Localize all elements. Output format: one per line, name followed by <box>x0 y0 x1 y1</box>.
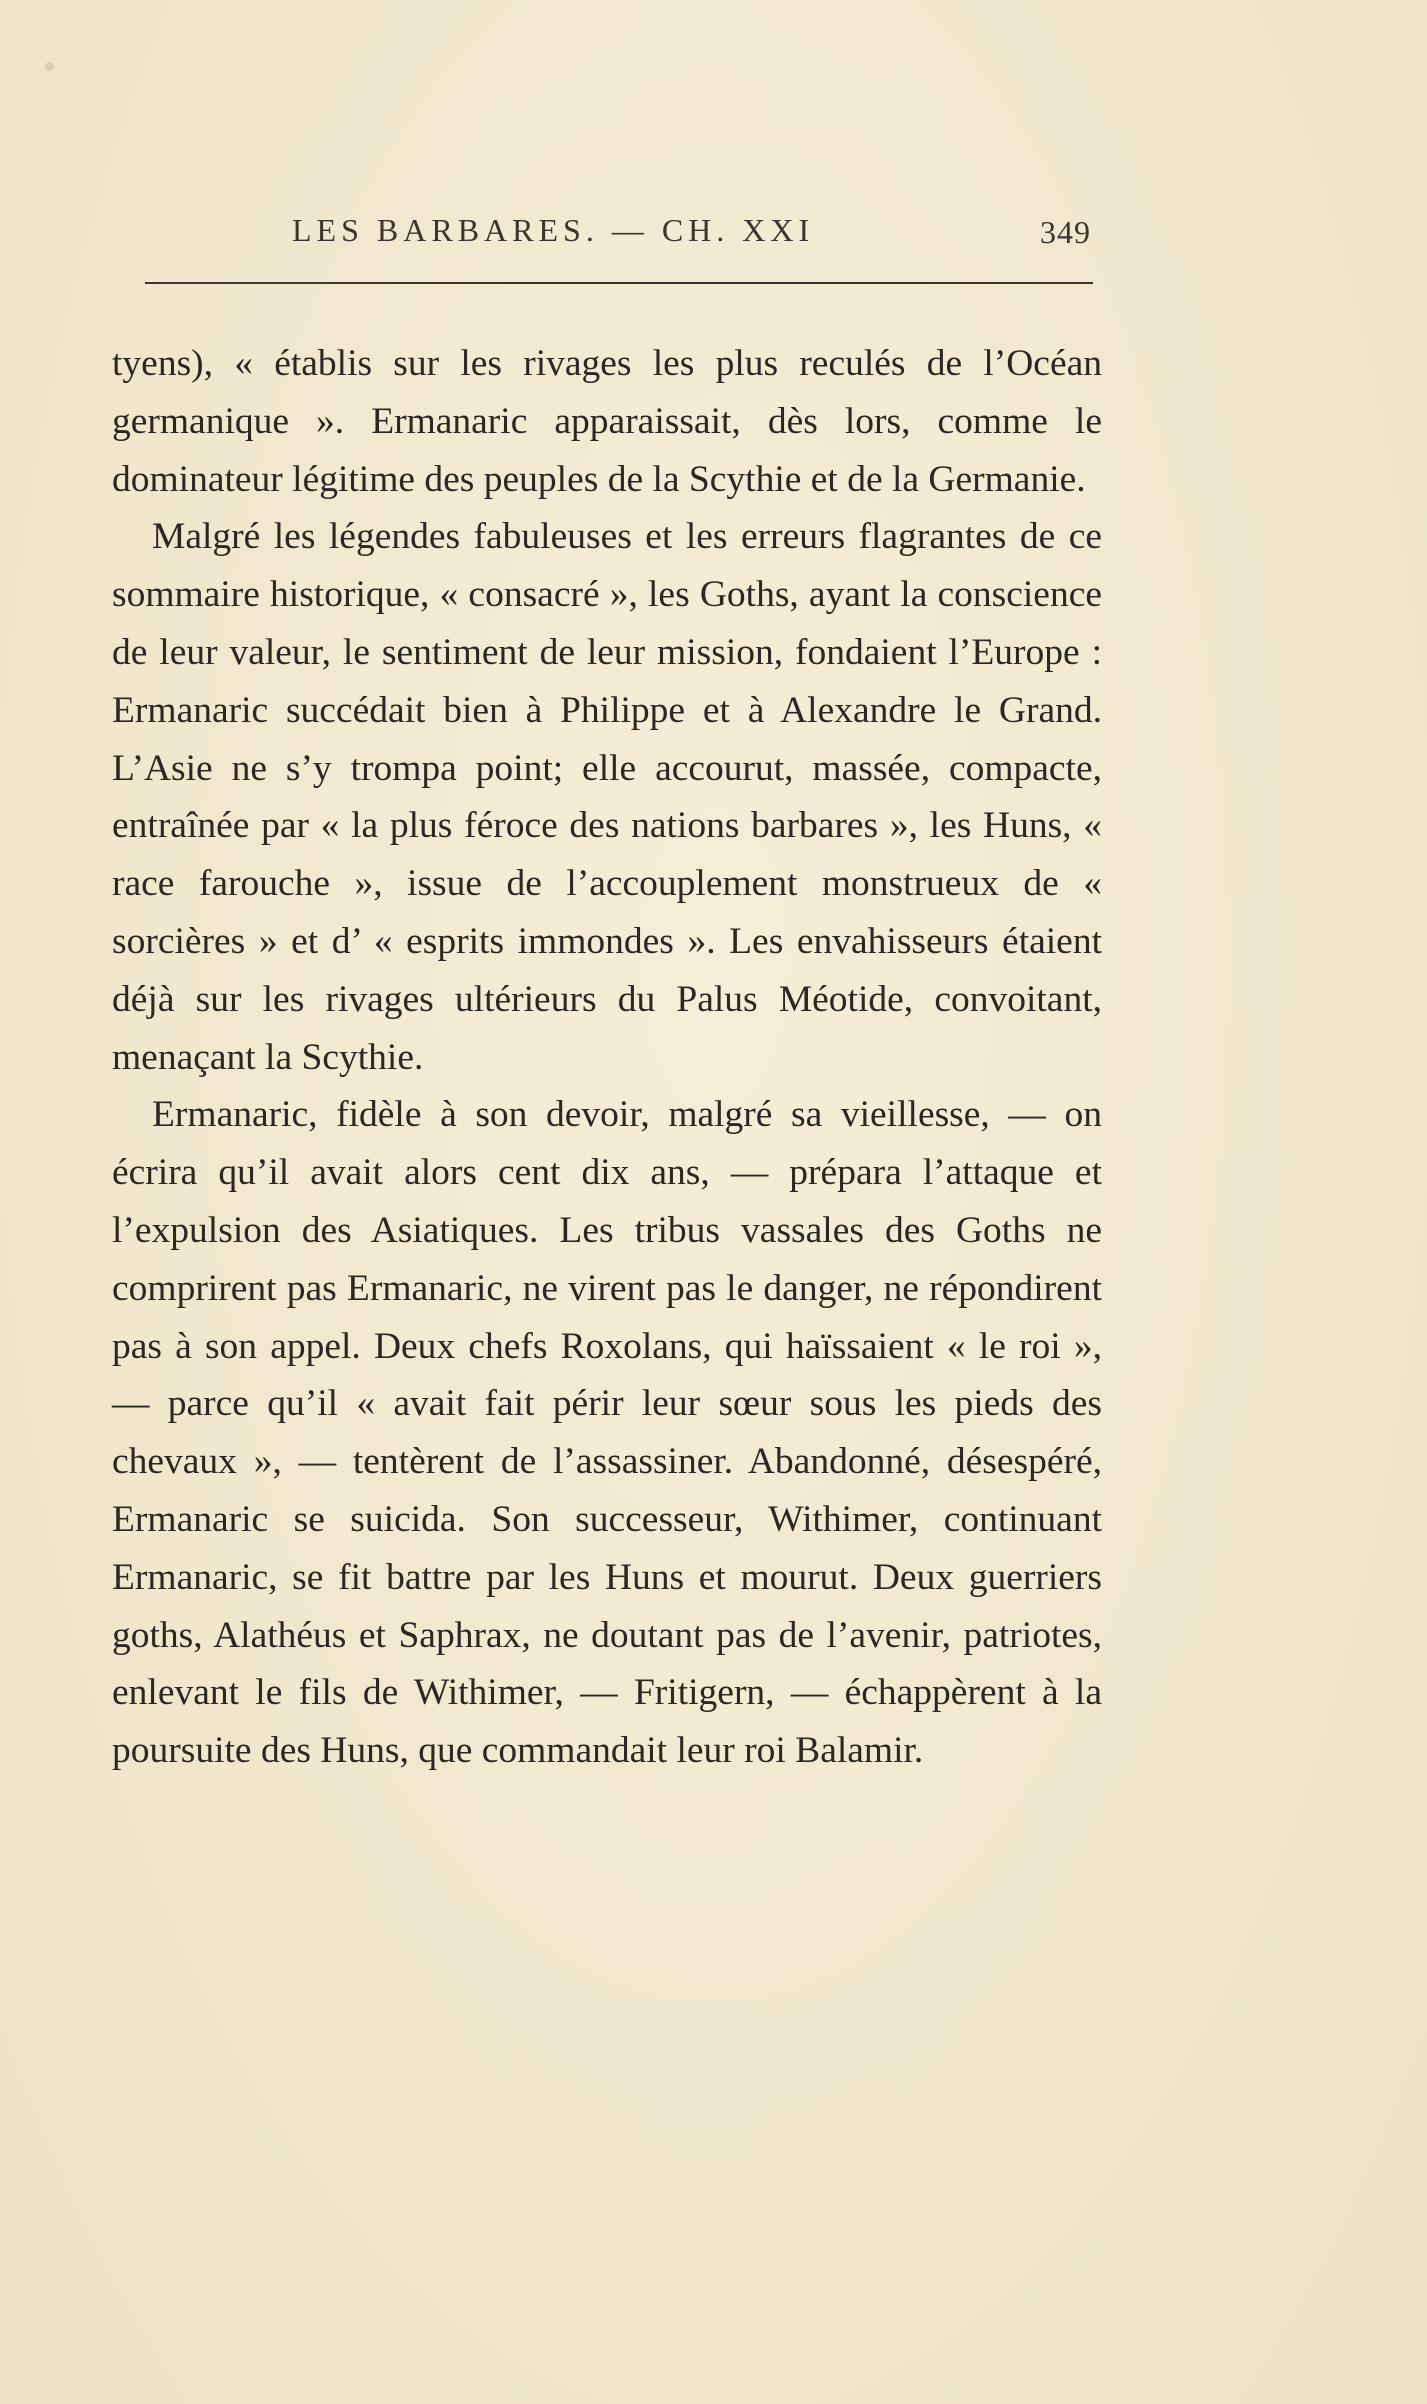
header-rule <box>145 282 1093 284</box>
paragraph-continuation: tyens), « établis sur les rivages les plus reculés de l’Océan germanique ». Ermanaric apparaissait, dès lors, comme le dominateur légitime des peuples de la Scythie et de la Germanie. <box>112 343 1102 500</box>
body-text <box>112 335 1102 1780</box>
paragraph: Malgré les légendes fabuleuses et les erreurs flagrantes de ce sommaire historique, « consacré », les Goths, ayant la conscience de leur valeur, le sentiment de leur mission, fondaient l’Europe : Ermanaric succédait bien à Philippe et à Alexandre le Grand. L’Asie ne s’y trompa point; elle accourut, massée, compacte, entraînée par « la plus féroce des nations barbares », les Huns, « race farouche », issue de l’accouplement monstrueux de « sorcières » et d’ « esprits immondes ». Les envahisseurs étaient déjà sur les rivages ultérieurs du Palus Méotide, convoitant, menaçant la Scythie. <box>112 516 1102 1078</box>
paragraph: Ermanaric, fidèle à son devoir, malgré sa vieillesse, — on écrira qu’il avait alors cent dix ans, — prépara l’attaque et l’expulsion des Asiatiques. Les tribus vassales des Goths ne comprirent pas Ermanaric, ne virent pas le danger, ne répondirent pas à son appel. Deux chefs Roxolans, qui haïssaient « le roi », — parce qu’il « avait fait périr leur sœur sous les pieds des chevaux », — tentèrent de l’assassiner. Abandonné, désespéré, Ermanaric se suicida. Son successeur, Withimer, continuant Ermanaric, se fit battre par les Huns et mourut. Deux guerriers goths, Alathéus et Saphrax, ne doutant pas de l’avenir, patriotes, enlevant le fils de Withimer, — Fritigern, — échappèrent à la poursuite des Huns, que commandait leur roi Balamir. <box>112 1094 1102 1772</box>
paper-speck <box>45 62 54 71</box>
page-number: 349 <box>1040 214 1091 250</box>
running-title: LES BARBARES. — CH. XXI <box>292 212 815 248</box>
